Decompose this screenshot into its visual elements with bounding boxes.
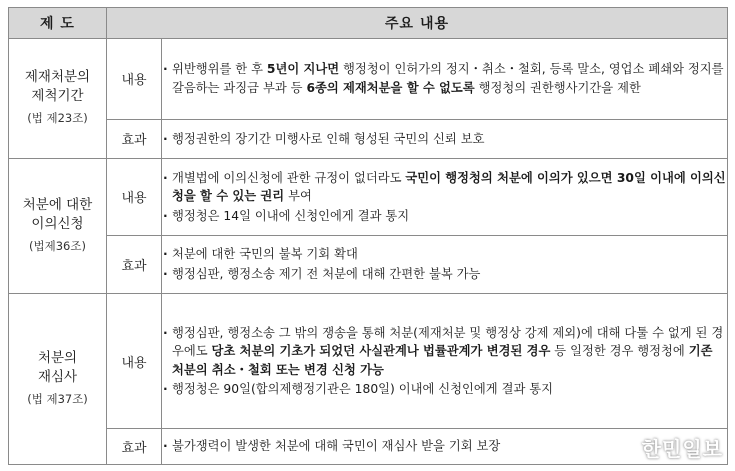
list-item: [162, 380, 727, 399]
content-list: [162, 130, 727, 149]
policy-table: [8, 7, 728, 465]
table-row: [9, 429, 728, 465]
newspaper-watermark: 한민일보: [641, 437, 723, 461]
system-title: 재심사: [37, 368, 78, 385]
table-row: [9, 158, 728, 235]
body-text: 부여: [284, 189, 312, 204]
category-label: 효과: [107, 429, 162, 465]
table-header-row: [9, 8, 728, 39]
table-row: [9, 235, 728, 293]
list-item: [162, 265, 727, 284]
content-cell: [162, 119, 728, 158]
category-label: 내용: [107, 38, 162, 119]
body-text: 불가쟁력이 발생한 처분에 대해 국민이 재심사 받을 기회 보장: [172, 439, 501, 454]
category-label: 내용: [107, 158, 162, 235]
emphasis-text: 국민이 행정청의 처분에 이의가 있으면 30일 이내에 이의신청을 할 수 있는 권리: [172, 170, 726, 204]
system-title: 제척기간: [31, 88, 84, 105]
law-reference: (법 제23조): [27, 111, 88, 126]
body-text: 행정청은 14일 이내에 신청인에게 결과 통지: [172, 208, 410, 223]
header-main-content: 주요 내용: [107, 8, 728, 39]
emphasis-text: 당초 처분의 기초가 되었던 사실관계나 법률관계가 변경된 경우: [211, 344, 551, 359]
category-label: 내용: [107, 293, 162, 428]
body-text: 행정청이 인허가의 정지・취소・철회, 등록 말소, 영업소 폐쇄와 정지를 갈음하는 과징금 부과 등: [172, 62, 724, 95]
list-item: [162, 207, 727, 226]
emphasis-text: 기존 처분의 취소・철회 또는 변경 신청 가능: [172, 344, 713, 377]
header-system: 제 도: [9, 8, 107, 39]
system-title: 이의신청: [31, 215, 84, 232]
body-text: 행정심판, 행정소송 그 밖의 쟁송을 통해 처분(제재처분 및 행정상 강제 제외)에 대해 다툴 수 없게 된 경우에도: [172, 325, 724, 359]
body-text: 위반행위를 한 후: [172, 62, 267, 77]
emphasis-text: 5년이 지나면: [266, 62, 340, 77]
list-item: [162, 324, 727, 380]
body-text: 등 일정한 경우 행정청에: [550, 344, 689, 359]
content-cell: [162, 235, 728, 293]
body-text: 행정청의 권한행사기간을 제한: [474, 80, 641, 95]
system-title: 제재처분의: [24, 69, 91, 86]
content-list: [162, 169, 727, 226]
body-text: 행정권한의 장기간 미행사로 인해 형성된 국민의 신뢰 보호: [172, 131, 485, 146]
category-label: 효과: [107, 119, 162, 158]
content-cell: [162, 158, 728, 235]
table-row: [9, 38, 728, 119]
body-text: 처분에 대한 국민의 불복 기회 확대: [172, 247, 358, 262]
list-item: [162, 169, 727, 206]
table-row: [9, 119, 728, 158]
list-item: [162, 245, 727, 264]
list-item: [162, 60, 727, 97]
content-list: [162, 245, 727, 283]
body-text: 개별법에 이의신청에 관한 규정이 없더라도: [172, 170, 406, 185]
system-cell: [9, 38, 107, 158]
document-page: [8, 7, 727, 465]
list-item: [162, 130, 727, 149]
system-cell: [9, 158, 107, 293]
body-text: 행정심판, 행정소송 제기 전 처분에 대해 간편한 불복 가능: [172, 266, 481, 281]
body-text: 행정청은 90일(합의제행정기관은 180일) 이내에 신청인에게 결과 통지: [172, 382, 554, 397]
system-title: 처분에 대한: [22, 196, 93, 213]
content-list: [162, 60, 727, 97]
emphasis-text: 6종의 제재처분을 할 수 없도록: [306, 80, 475, 95]
system-cell: [9, 293, 107, 464]
content-list: [162, 324, 727, 399]
category-label: 효과: [107, 235, 162, 293]
system-title: 처분의: [37, 349, 78, 366]
content-cell: [162, 293, 728, 428]
law-reference: (법 제37조): [27, 391, 88, 406]
content-cell: [162, 38, 728, 119]
table-row: [9, 293, 728, 428]
law-reference: (법제36조): [29, 238, 86, 253]
